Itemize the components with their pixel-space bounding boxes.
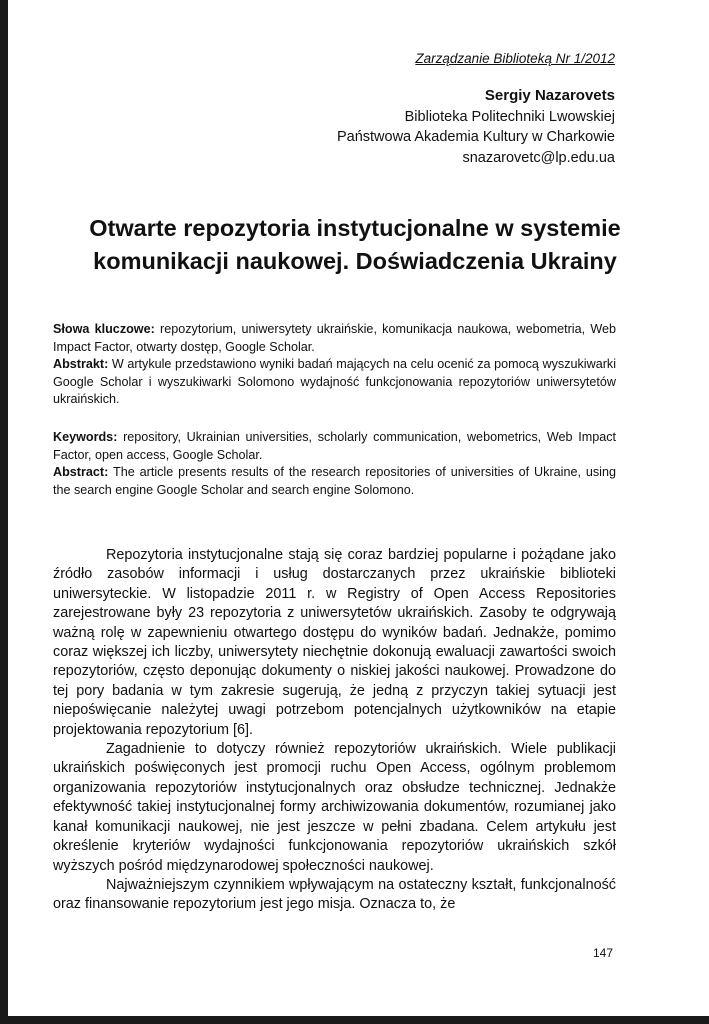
- page-number: 147: [592, 946, 613, 960]
- english-keywords: [53, 429, 616, 464]
- abstracts-section: [53, 321, 616, 499]
- polish-keywords-label: Słowa kluczowe:: [53, 322, 155, 336]
- english-abstract-text: The article presents results of the research repositories of universities of Ukraine, using the search engine Google Scholar and search engine Solomono.: [53, 465, 616, 497]
- body-paragraph-3: Najważniejszym czynnikiem wpływającym na ostateczny kształt, funkcjonalność oraz finansowanie repozytorium jest jego misja. Oznacza to, że: [53, 876, 616, 913]
- polish-abstract: [53, 356, 616, 409]
- article-title: [60, 212, 650, 278]
- title-line-1: Otwarte repozytoria instytucjonalne w systemie: [89, 215, 621, 241]
- polish-keywords: [53, 321, 616, 356]
- author-name: Sergiy Nazarovets: [484, 87, 615, 104]
- english-abstract-label: Abstract:: [53, 465, 109, 480]
- author-email: snazarovetc@lp.edu.ua: [462, 149, 615, 166]
- affiliation-2: Państwowa Akademia Kultury w Charkowie: [336, 129, 615, 145]
- english-abstract: [53, 464, 616, 499]
- body-paragraph-2: Zagadnienie to dotyczy również repozytoriów ukraińskich. Wiele publikacji ukraińskich poświęconych jest promocji ruchu Open Access, ogólnym problemom organizowania repozytoriów instytucjonalnych oraz obsłudze technicznej. Jednakże efektywność takiej instytucjonalnej formy archiwizowania dokumentów, rozumianej jako kanał komunikacji naukowej, nie jest jeszcze w pełni zbadana. Celem artykułu jest określenie kryteriów wydajności funkcjonowania repozytoriów ukraińskich szkół wyższych pośród międzynarodowej społeczności naukowej.: [53, 741, 616, 874]
- journal-header: Zarządzanie Biblioteką Nr 1/2012: [415, 51, 615, 66]
- title-line-2: komunikacji naukowej. Doświadczenia Ukrainy: [93, 248, 617, 274]
- body-paragraph-1: Repozytoria instytucjonalne stają się coraz bardziej popularne i pożądane jako źródło zasobów informacji i usług dostarczanych przez ukraińskie biblioteki uniwersyteckie. W listopadzie 2011 r. w Registry of Open Access Repositories zarejestrowane były 23 repozytoria z uniwersytetów ukraińskich. Zasoby te odgrywają ważną rolę w zapewnieniu otwartego dostępu do wyników badań. Jednakże, pomimo coraz większej ich liczby, uniwersytety niechętnie dokonują ewaluacji zawartości swoich repozytoriów, często deponując dokumenty o niskiej jakości naukowej. Prowadzone do tej pory badania w tym zakresie sugerują, że jedną z przyczyn takiej sytuacji jest niepoświęcanie należytej uwagi potrzebom potencjalnych użytkowników na etapie projektowania repozytorium [6].: [53, 547, 616, 738]
- article-body: [53, 546, 616, 915]
- author-block: [337, 86, 615, 168]
- english-keywords-label: Keywords:: [53, 429, 118, 444]
- polish-abstract-label: Abstrakt:: [53, 357, 109, 372]
- polish-abstract-text: W artykule przedstawiono wyniki badań mających na celu ocenić za pomocą wyszukiwarki Google Scholar i wyszukiwarki Solomono wydajność funkcjonowania repozytoriów uniwersytetów ukraińskich.: [53, 357, 616, 407]
- section-gap: [53, 409, 616, 429]
- english-keywords-text: repository, Ukrainian universities, scholarly communication, webometrics, Web Impact Factor, open access, Google Scholar.: [53, 429, 616, 462]
- affiliation-1: Biblioteka Politechniki Lwowskiej: [404, 108, 615, 125]
- polish-keywords-text: repozytorium, uniwersytety ukraińskie, komunikacja naukowa, webometria, Web Impact Factor, otwarty dostęp, Google Scholar.: [53, 322, 616, 354]
